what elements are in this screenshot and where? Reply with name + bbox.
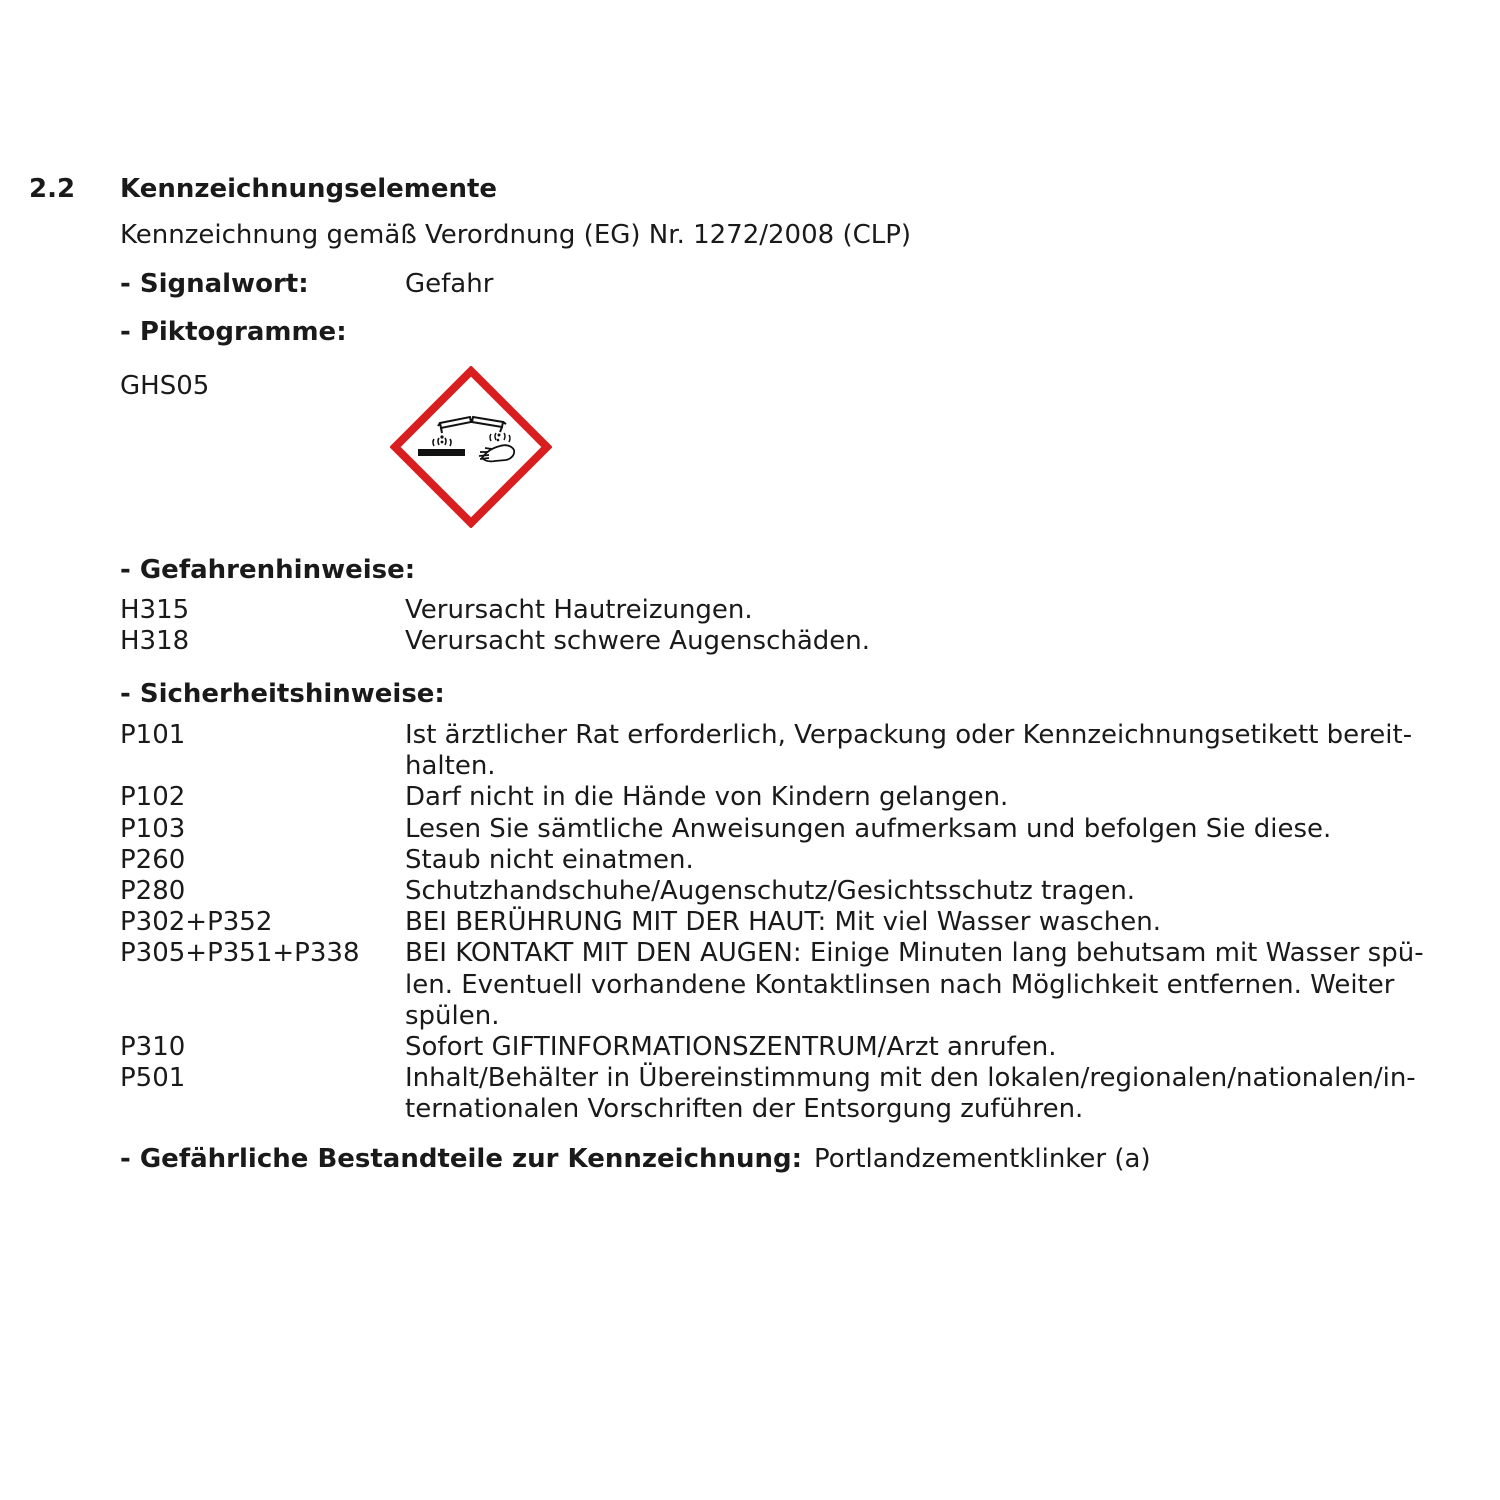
precautionary-statement-row [120, 907, 1465, 938]
precautionary-statement-row [120, 845, 1465, 876]
precautionary-code: P302+P352 [120, 907, 273, 938]
precautionary-code: P305+P351+P338 [120, 938, 360, 969]
ghs05-corrosion-icon [390, 366, 552, 528]
precautionary-code: P260 [120, 844, 186, 875]
precautionary-statement-row [120, 1032, 1465, 1063]
pictogram-border [395, 371, 547, 523]
regulation-line: Kennzeichnung gemäß Verordnung (EG) Nr. 1272/2008 (CLP) [120, 220, 912, 250]
precautionary-text: Inhalt/Behälter in Übereinstimmung mit den lokalen/regionalen/nationalen/in- ternationalen Vorschriften der Entsorgung zuführen. [405, 1063, 1416, 1125]
section-number: 2.2 [29, 174, 76, 204]
pictograms-label: - Piktogramme: [120, 317, 347, 347]
precautionary-text: Sofort GIFTINFORMATIONSZENTRUM/Arzt anrufen. [405, 1032, 1057, 1063]
hazard-text: Verursacht Hautreizungen. [405, 595, 753, 625]
hazard-code: H315 [120, 595, 190, 625]
precautionary-statement-row [120, 1063, 1465, 1125]
precautionary-statements-list [120, 720, 1465, 1126]
precautionary-text: Darf nicht in die Hände von Kindern gelangen. [405, 782, 1009, 813]
precautionary-code: P102 [120, 782, 186, 813]
precautionary-code: P103 [120, 813, 186, 844]
corroded-surface [418, 449, 465, 456]
precautionary-statement-row [120, 938, 1465, 1032]
hazard-statements-label: - Gefahrenhinweise: [120, 555, 416, 585]
precautionary-statement-row [120, 782, 1465, 813]
precautionary-text: BEI BERÜHRUNG MIT DER HAUT: Mit viel Wasser waschen. [405, 907, 1161, 938]
hazard-statements-list [120, 595, 1465, 657]
hazard-statement-row [120, 626, 1465, 657]
precautionary-code: P310 [120, 1032, 186, 1063]
hazard-code: H318 [120, 626, 190, 657]
precautionary-text: Staub nicht einatmen. [405, 844, 694, 875]
precautionary-code: P280 [120, 876, 186, 907]
precautionary-code: P101 [120, 720, 186, 750]
precautionary-text: BEI KONTAKT MIT DEN AUGEN: Einige Minuten lang behutsam mit Wasser spü- len. Eventuell vorhandene Kontaktlinsen nach Möglichkeit entfernen. Weiter spülen. [405, 938, 1424, 1031]
hazardous-components-value: Portlandzementklinker (a) [814, 1144, 1151, 1174]
hazard-statement-row [120, 595, 1465, 626]
precautionary-code: P501 [120, 1063, 186, 1094]
precautionary-text: Ist ärztlicher Rat erforderlich, Verpackung oder Kennzeichnungsetikett bereit- halten. [405, 720, 1413, 782]
section-title: Kennzeichnungselemente [120, 174, 498, 204]
signal-word-value: Gefahr [405, 269, 494, 299]
pictogram-code: GHS05 [120, 371, 210, 401]
precautionary-statements-label: - Sicherheitshinweise: [120, 679, 445, 709]
precautionary-statement-row [120, 720, 1465, 782]
precautionary-statement-row [120, 814, 1465, 845]
precautionary-text: Lesen Sie sämtliche Anweisungen aufmerksam und befolgen Sie diese. [405, 813, 1332, 844]
signal-word-label: - Signalwort: [120, 269, 309, 299]
precautionary-statement-row [120, 876, 1465, 907]
precautionary-text: Schutzhandschuhe/Augenschutz/Gesichtsschutz tragen. [405, 876, 1136, 907]
hazardous-components-label: - Gefährliche Bestandteile zur Kennzeichnung: [120, 1144, 803, 1174]
hazard-text: Verursacht schwere Augenschäden. [405, 626, 871, 657]
